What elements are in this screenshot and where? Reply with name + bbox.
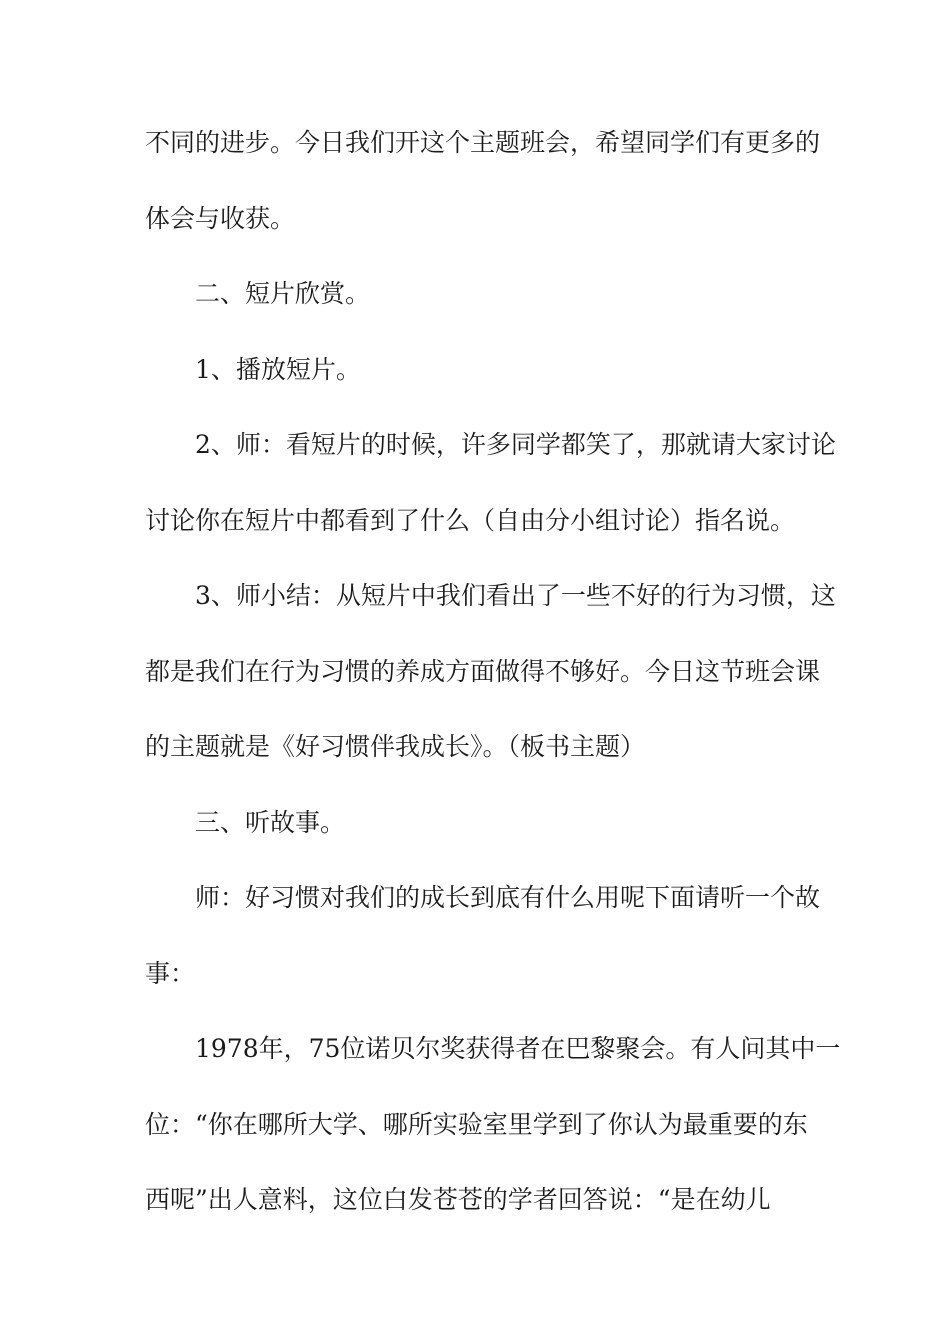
text-line: 都是我们在行为习惯的养成方面做得不够好。今日这节班会课 <box>145 656 821 686</box>
text-line: 体会与收获。 <box>145 203 296 233</box>
text-line: 1、播放短片。 <box>195 354 361 384</box>
section-heading: 三、听故事。 <box>195 807 346 837</box>
text-line: 位：“你在哪所大学、哪所实验室里学到了你认为最重要的东 <box>145 1109 808 1139</box>
text-line: 讨论你在短片中都看到了什么（自由分小组讨论）指名说。 <box>145 505 796 535</box>
text-line: 的主题就是《好习惯伴我成长》。（板书主题） <box>145 732 646 761</box>
text-line: 1978年，75位诺贝尔奖获得者在巴黎聚会。有人问其中一 <box>195 1034 841 1063</box>
section-heading: 二、短片欣赏。 <box>195 279 371 308</box>
text-line: 2、师：看短片的时候，许多同学都笑了，那就请大家讨论 <box>195 430 836 459</box>
text-line: 师：好习惯对我们的成长到底有什么用呢下面请听一个故 <box>195 883 821 912</box>
text-line: 不同的进步。今日我们开这个主题班会，希望同学们有更多的 <box>145 128 821 157</box>
text-line: 3、师小结：从短片中我们看出了一些不好的行为习惯，这 <box>195 581 836 610</box>
text-line: 事： <box>145 958 196 988</box>
text-line: 西呢”出人意料，这位白发苍苍的学者回答说：“是在幼儿 <box>145 1185 771 1214</box>
document-body <box>145 126 841 1259</box>
